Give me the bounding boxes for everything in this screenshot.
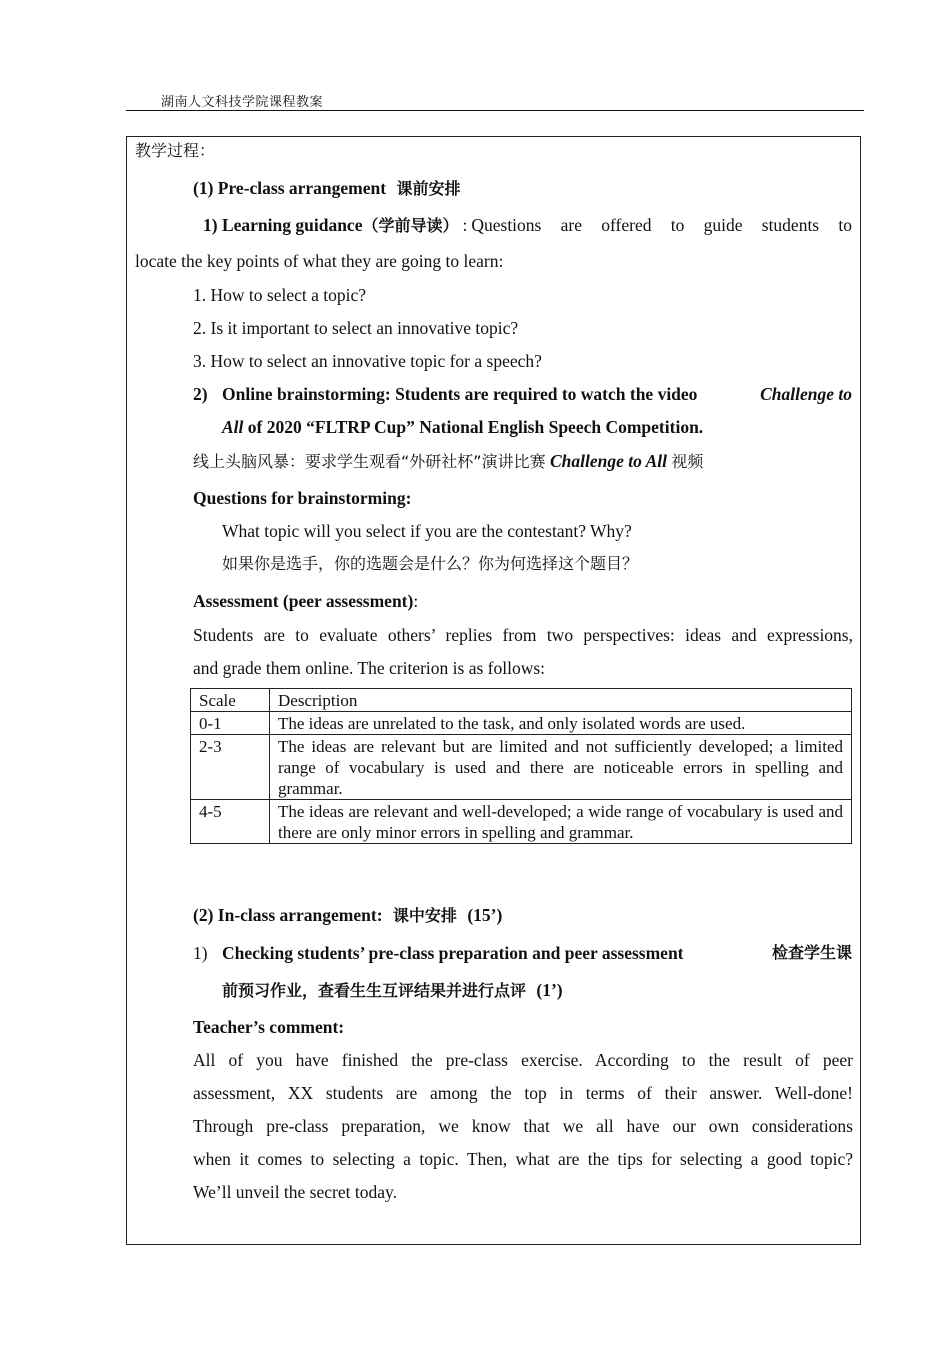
institution-header: 湖南人文科技学院课程教案 — [161, 95, 324, 110]
check-time: (1’) — [536, 980, 563, 1000]
check-number: 1) — [193, 943, 208, 963]
brainstorm-question-cn: 如果你是选手，你的选题会是什么？你为何选择这个题目？ — [222, 554, 639, 573]
check-text-cn-1: 检查学生课 — [771, 943, 852, 962]
table-cell-description: The ideas are relevant but are limited and not sufficiently developed; a limited range of vocabulary is used and there are noticeable errors in spelling and grammar. — [270, 735, 852, 800]
guidance-label-en: 1) Learning guidance — [203, 215, 363, 235]
guidance-text-2: locate the key points of what they are going to learn: — [135, 251, 504, 271]
guidance-text-1: Questions are offered to guide students to — [471, 215, 852, 235]
assessment-text-1: Students are to evaluate others’ replies from two perspectives: ideas and expressions, — [193, 625, 853, 645]
pre-class-heading — [193, 177, 460, 200]
brainstorm-title-2: All — [222, 417, 244, 437]
brainstorm-cn-line — [193, 450, 703, 473]
brainstorm-line-1 — [222, 383, 852, 405]
comment-line-2: assessment, XX students are among the top in terms of their answer. Well-done! — [193, 1083, 853, 1103]
table-row — [191, 735, 852, 800]
brainstorm-cn-2: 视频 — [671, 452, 704, 471]
brainstorm-cn-1: 线上头脑风暴：要求学生观看“外研社杯”演讲比赛 — [193, 452, 546, 471]
brainstorm-question-en: What topic will you select if you are the contestant? Why? — [222, 521, 632, 541]
brainstorm-title-1: Challenge to — [760, 384, 852, 404]
assessment-heading: Assessment (peer assessment) — [193, 591, 414, 611]
question-item-3: 3. How to select an innovative topic for a speech? — [193, 351, 542, 371]
table-cell-scale: 0-1 — [191, 712, 270, 735]
comment-line-5: We’ll unveil the secret today. — [193, 1182, 397, 1202]
check-line-2 — [222, 979, 563, 1002]
brainstorm-text-1: Online brainstorming: Students are required to watch the video — [222, 384, 698, 404]
in-class-heading — [193, 904, 502, 927]
brainstorm-cn-title: Challenge to All — [549, 451, 667, 471]
check-text-en: Checking students’ pre-class preparation and peer assessment — [222, 943, 684, 963]
table-header-row — [191, 689, 852, 712]
table-header-scale: Scale — [191, 689, 270, 712]
assessment-text-2: and grade them online. The criterion is as follows: — [193, 658, 546, 678]
assessment-heading-line — [193, 590, 418, 612]
questions-heading: Questions for brainstorming: — [193, 488, 412, 508]
assessment-colon: : — [413, 591, 419, 611]
guidance-label-cn: （学前导读） — [362, 216, 459, 235]
section-title: 教学过程： — [135, 141, 216, 160]
criteria-table — [190, 688, 852, 844]
comment-line-4: when it comes to selecting a topic. Then, what are the tips for selecting a good topic? — [193, 1149, 853, 1169]
table-cell-description: The ideas are unrelated to the task, and only isolated words are used. — [270, 712, 852, 735]
in-class-heading-cn: 课中安排 — [392, 906, 457, 925]
brainstorm-number: 2) — [193, 384, 208, 404]
header-rule — [126, 110, 864, 111]
comment-heading: Teacher’s comment: — [193, 1017, 345, 1037]
brainstorm-text-2: of 2020 “FLTRP Cup” National English Speech Competition. — [247, 417, 704, 437]
question-item-2: 2. Is it important to select an innovative topic? — [193, 318, 519, 338]
question-item-1: 1. How to select a topic? — [193, 285, 367, 305]
guidance-line-1 — [203, 214, 852, 237]
pre-class-heading-en: (1) Pre-class arrangement — [193, 178, 387, 198]
check-line-1 — [222, 942, 852, 964]
check-text-cn-2: 前预习作业，查看生生互评结果并进行点评 — [222, 981, 527, 1000]
table-row — [191, 800, 852, 844]
brainstorm-line-2 — [222, 416, 703, 438]
table-row — [191, 712, 852, 735]
table-header-description: Description — [270, 689, 852, 712]
guidance-colon: : — [462, 215, 468, 235]
in-class-heading-en: (2) In-class arrangement: — [193, 905, 383, 925]
pre-class-heading-cn: 课前安排 — [396, 179, 461, 198]
table-cell-scale: 4-5 — [191, 800, 270, 844]
table-cell-description: The ideas are relevant and well-developed; a wide range of vocabulary is used and there are only minor errors in spelling and grammar. — [270, 800, 852, 844]
in-class-heading-time: (15’) — [467, 905, 503, 925]
comment-line-1: All of you have finished the pre-class exercise. According to the result of peer — [193, 1050, 853, 1070]
comment-line-3: Through pre-class preparation, we know that we all have our own considerations — [193, 1116, 853, 1136]
table-cell-scale: 2-3 — [191, 735, 270, 800]
